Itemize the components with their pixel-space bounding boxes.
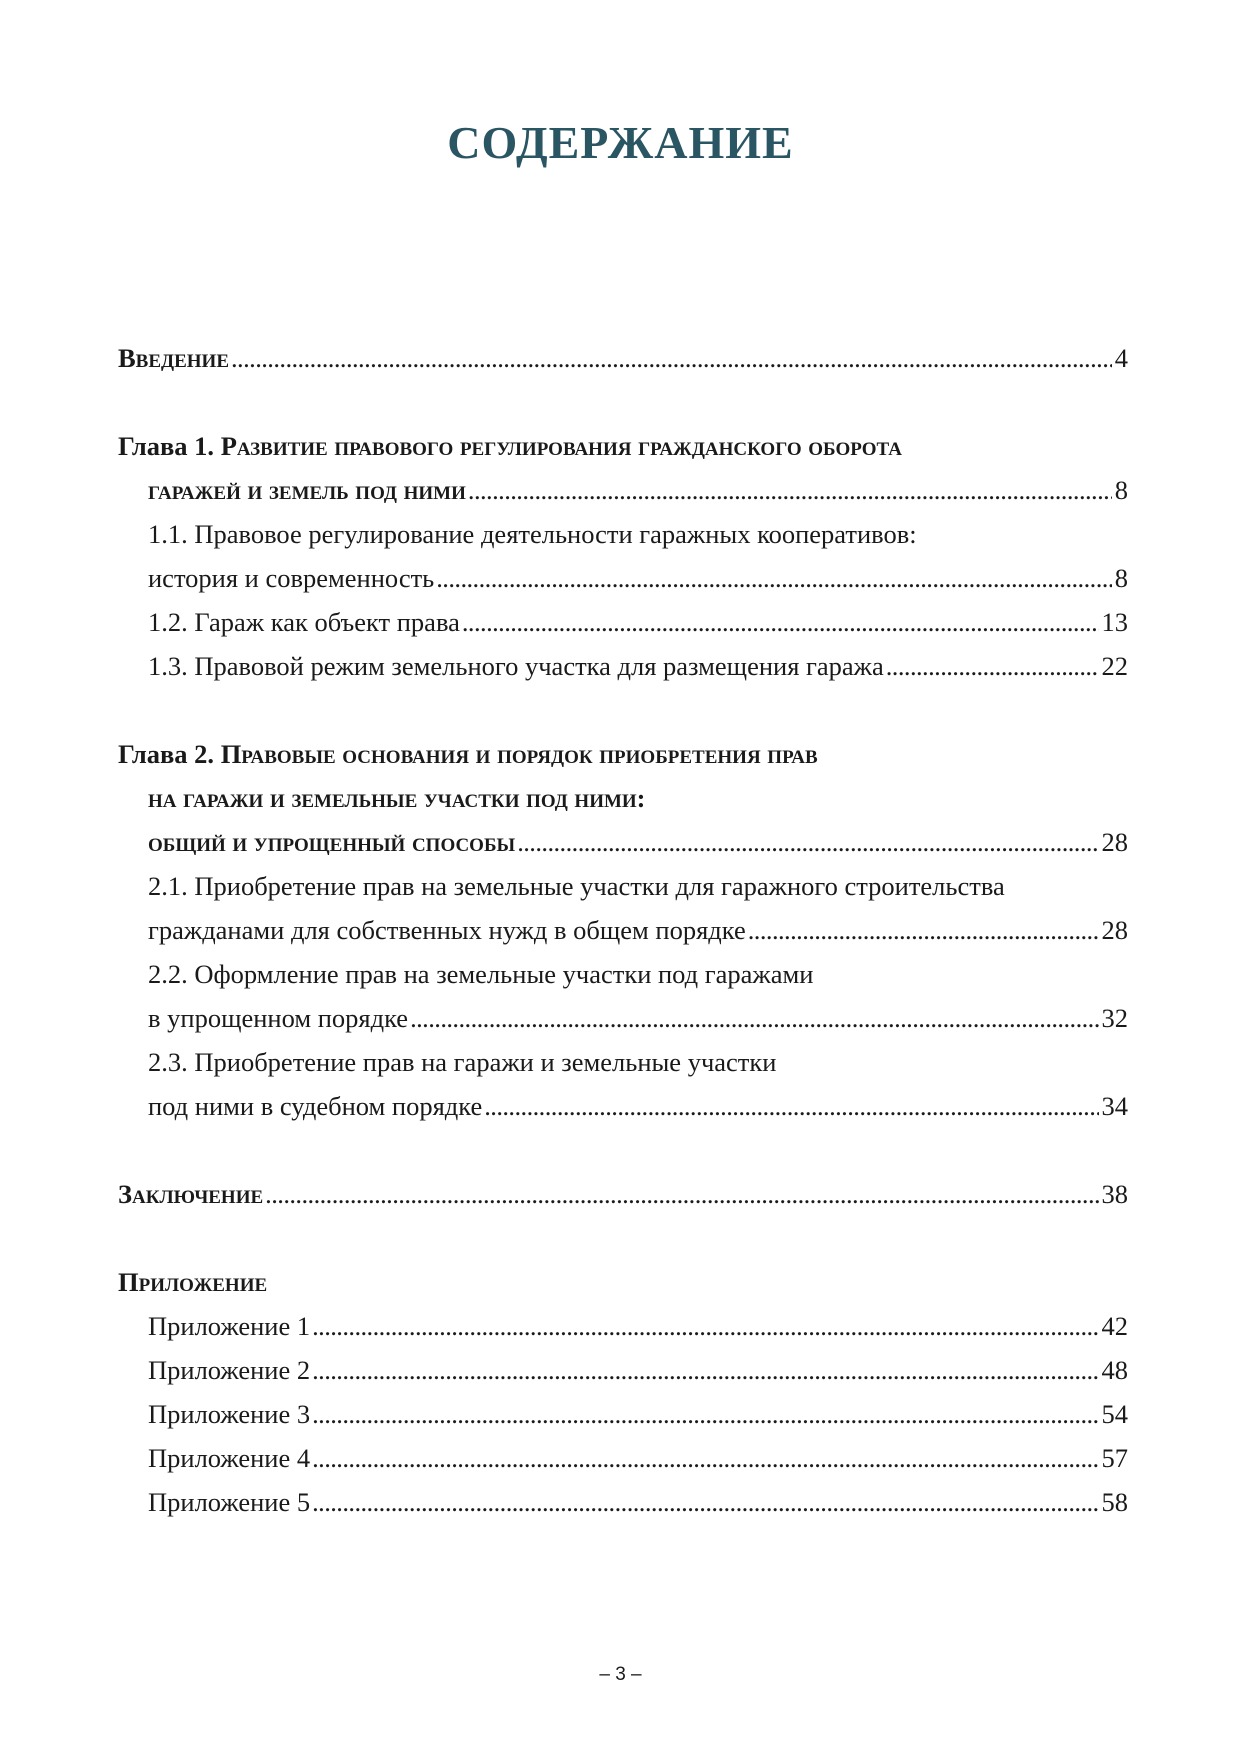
dot-leader (410, 996, 1098, 1040)
chapter-title-line: общий и упрощенный способы (148, 827, 516, 857)
dot-leader (265, 1172, 1098, 1216)
dot-leader (312, 1392, 1098, 1436)
toc-chapter-1-heading[interactable] (118, 424, 1128, 468)
toc-appendix-item[interactable] (118, 1436, 1128, 1480)
page-title: СОДЕРЖАНИЕ (447, 117, 794, 168)
toc-page-number: 57 (1101, 1443, 1128, 1473)
section-title-line: под ними в судебном порядке (148, 1091, 483, 1121)
page-number-footer: – 3 – (599, 1664, 642, 1685)
toc-section-2-1[interactable] (118, 864, 1128, 908)
section-title-line: гражданами для собственных нужд в общем порядке (148, 915, 746, 945)
dot-leader (312, 1480, 1098, 1524)
section-title-line: история и современность (148, 563, 435, 593)
section-title-line: 2.1. Приобретение прав на земельные участки для гаражного строительства (148, 871, 1005, 901)
section-title-line: 2.3. Приобретение прав на гаражи и земельные участки (148, 1047, 777, 1077)
toc-page-number: 58 (1101, 1487, 1128, 1517)
section-title-line: 1.3. Правовой режим земельного участка для размещения гаража (148, 651, 884, 681)
dot-leader (468, 468, 1112, 512)
spacer (118, 380, 1128, 424)
toc-page-number: 38 (1101, 1179, 1128, 1209)
toc-page-number: 8 (1114, 475, 1128, 505)
spacer (118, 688, 1128, 732)
toc-page-number: 28 (1101, 915, 1128, 945)
toc-chapter-2-heading-end[interactable] (118, 820, 1128, 864)
chapter-prefix: Глава 2. (118, 739, 215, 769)
dot-leader (312, 1304, 1098, 1348)
toc-page-number: 13 (1101, 607, 1128, 637)
section-title-line: 1.1. Правовое регулирование деятельности гаражных кооперативов: (148, 519, 917, 549)
appendix-label: Приложение 1 (148, 1311, 311, 1341)
appendix-label: Приложение 3 (148, 1399, 311, 1429)
appendix-label: Приложение 4 (148, 1443, 311, 1473)
toc-appendix-item[interactable] (118, 1304, 1128, 1348)
toc-section-1-1-end[interactable] (118, 556, 1128, 600)
toc-section-2-1-end[interactable] (118, 908, 1128, 952)
toc-chapter-1-heading-end[interactable] (118, 468, 1128, 512)
toc-entry-label: Приложение (118, 1267, 268, 1297)
toc-section-1-1[interactable] (118, 512, 1128, 556)
toc-section-2-2-end[interactable] (118, 996, 1128, 1040)
dot-leader (462, 600, 1099, 644)
toc-chapter-2-heading-cont[interactable] (118, 776, 1128, 820)
chapter-title-line: Развитие правового регулирования гражданского оборота (220, 431, 902, 461)
toc-appendix-item[interactable] (118, 1392, 1128, 1436)
toc-chapter-2-heading[interactable] (118, 732, 1128, 776)
table-of-contents (118, 336, 1128, 1524)
dot-leader (312, 1436, 1098, 1480)
toc-section-1-3[interactable] (118, 644, 1128, 688)
dot-leader (484, 1084, 1098, 1128)
dot-leader (748, 908, 1099, 952)
chapter-title-line: Правовые основания и порядок приобретения прав (220, 739, 818, 769)
toc-entry-intro[interactable] (118, 336, 1128, 380)
section-title-line: в упрощенном порядке (148, 1003, 409, 1033)
toc-page-number: 28 (1101, 827, 1128, 857)
spacer (118, 1128, 1128, 1172)
toc-section-2-3-end[interactable] (118, 1084, 1128, 1128)
toc-section-2-3[interactable] (118, 1040, 1128, 1084)
dot-leader (312, 1348, 1098, 1392)
toc-appendix-heading[interactable] (118, 1260, 1128, 1304)
dot-leader (436, 556, 1112, 600)
toc-entry-label: Заключение (118, 1179, 264, 1209)
spacer (118, 1216, 1128, 1260)
toc-appendix-item[interactable] (118, 1480, 1128, 1524)
section-title-line: 1.2. Гараж как объект права (148, 607, 460, 637)
toc-section-1-2[interactable] (118, 600, 1128, 644)
toc-page-number: 8 (1114, 563, 1128, 593)
toc-appendix-item[interactable] (118, 1348, 1128, 1392)
toc-section-2-2[interactable] (118, 952, 1128, 996)
toc-page-number: 54 (1101, 1399, 1128, 1429)
toc-page-number: 4 (1114, 343, 1128, 373)
section-title-line: 2.2. Оформление прав на земельные участки под гаражами (148, 959, 814, 989)
dot-leader (517, 820, 1098, 864)
chapter-prefix: Глава 1. (118, 431, 215, 461)
toc-page-number: 42 (1101, 1311, 1128, 1341)
toc-page-number: 48 (1101, 1355, 1128, 1385)
toc-entry-conclusion[interactable] (118, 1172, 1128, 1216)
dot-leader (886, 644, 1099, 688)
chapter-title-line: гаражей и земель под ними (148, 475, 466, 505)
toc-page-number: 32 (1101, 1003, 1128, 1033)
appendix-label: Приложение 2 (148, 1355, 311, 1385)
toc-entry-label: Введение (118, 343, 229, 373)
toc-page-number: 34 (1101, 1091, 1128, 1121)
dot-leader (231, 336, 1112, 380)
toc-page-number: 22 (1101, 651, 1128, 681)
chapter-title-line: на гаражи и земельные участки под ними: (148, 783, 646, 813)
appendix-label: Приложение 5 (148, 1487, 311, 1517)
